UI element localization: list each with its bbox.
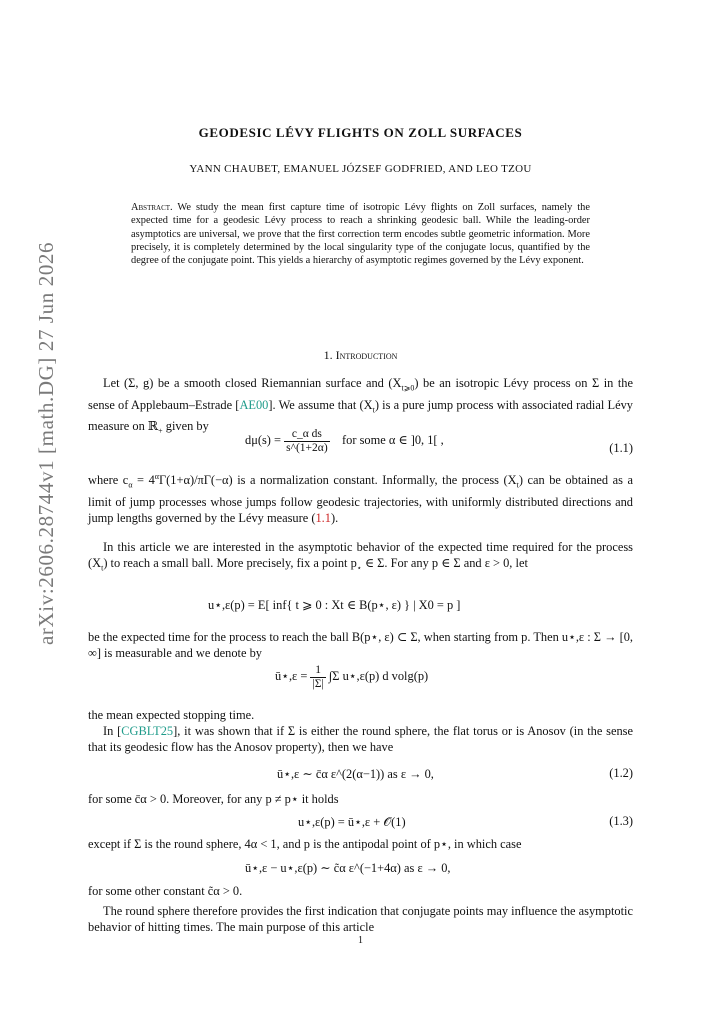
paper-title: GEODESIC LÉVY FLIGHTS ON ZOLL SURFACES [198,125,523,140]
eq-rhs: for some α ∈ ]0, 1[ , [342,432,444,447]
abstract-text: We study the mean first capture time of isotropic Lévy flights on Zoll surfaces, namely the expected time for a geodesic Lévy process to reach a shrinking geodesic ball. While the leading-order asymptotics are universal, we prove that the first correction term encodes subtle geometric information. More precisely, it is completely determined by the local singularity type of the conjugate locus, quantified by the degree of the conjugate point. This yields a hierarchy of asymptotic regimes governed by the Lévy exponent. [131,202,590,267]
abstract [131,201,590,267]
text-run: ∈ Σ. For any p ∈ Σ and ε > 0, let [361,556,528,571]
section-heading [0,348,721,363]
paragraph-8: except if Σ is the round sphere, 4α < 1, and p is the antipodal point of p⋆, in which case [88,837,522,851]
eq-numerator: 1 [310,664,325,678]
paragraph-10: The round sphere therefore provides the first indication that conjugate points may influence the asymptotic behavior of hitting times. The main purpose of this article [88,904,633,935]
equation-1-1 [245,428,444,454]
eq-fraction [284,428,330,454]
paragraph-6 [88,723,633,755]
paragraph-2: where $c_\alpha = 4^\alpha\Gamma(1+\alpha)/\pi\Gamma(-\alpha)$ is a normalization constant. Informally, the process $(X_t)$ can be obtained as a limit of jump processes whose jumps follow geodesic trajectories, with uniformly distributed directions and jump lengths governed by the Lévy measure (1.1). [88,472,633,525]
arxiv-identifier: arXiv:2606.28744v1 [math.DG] 27 Jun 2026 [34,241,58,645]
text-run: In [ [103,724,122,738]
paragraph-4: be the expected time for the process to reach the ball B(p⋆, ε) ⊂ Σ, when starting from p. Then u⋆,ε : Σ → [0, ∞] is measurable and we denote by [88,630,633,661]
abstract-label: Abstract. [131,202,173,213]
text-run: ) to reach a small ball. More precisely, fix a point p [103,556,357,571]
equation-1-3: u⋆,ε(p) = ū⋆,ε + 𝒪(1) [298,815,406,829]
paragraph-3: In this article we are interested in the asymptotic behavior of the expected time required for the process $(X_t)$ to reach a small ball. More precisely, fix a point $p_⋆$ ∈ Σ. For any p ∈ Σ and ε > 0, let [88,540,633,573]
equation-1-2: ū⋆,ε ∼ c̄α ε^(2(α−1)) as ε → 0, [277,767,434,781]
eq-denominator: |Σ| [312,677,324,690]
paragraph-1: Let (Σ, g) be a smooth closed Riemannian surface and $(X_{t⩾0})$ be an isotropic Lévy process on Σ in the sense of Applebaum–Estrade [AE00]. We assume that $(X_t)$ is a pure jump process with associated radial Lévy measure on ℝ$_+$ given by [88,376,633,436]
equation-tag-1-1: (1.1) [609,441,633,455]
eq-lhs: ū⋆,ε = [275,668,308,683]
citation-ae00[interactable]: AE00 [239,397,269,412]
text-run: ) can be obtained as a limit of jump processes whose jumps follow geodesic trajectories, with uniformly distributed directions and jump lengths governed by the Lévy measure ( [88,473,633,525]
text-run: ) be an isotropic Lévy process on Σ in the sense of Applebaum–Estrade [ [88,376,633,412]
section-number: 1. [323,348,333,362]
page-number: 1 [358,935,363,946]
text-run: given by [162,419,209,434]
paragraph-7: for some c̄α > 0. Moreover, for any p ≠ p⋆ it holds [88,792,339,806]
eq-rhs: ∫Σ u⋆,ε(p) d volg(p) [328,668,429,683]
text-run: ], it was shown that if Σ is either the round sphere, the flat torus or is Anosov (in the sense that its geodesic flow has the Anosov property), then we have [88,724,634,755]
equation-tag-1-2: (1.2) [609,766,633,780]
paragraph-5: the mean expected stopping time. [88,708,255,722]
text-run: ]. We assume that (X [268,397,373,412]
paragraph-9: for some other constant c̃α > 0. [88,884,243,898]
text-run: Γ(1+α)/πΓ(−α) is a normalization constant. Informally, the process (X [158,473,517,488]
paper-authors: YANN CHAUBET, EMANUEL JÓZSEF GODFRIED, AND LEO TZOU [189,163,532,175]
equation-ref-1-1[interactable]: 1.1 [315,511,331,525]
section-title: Introduction [335,348,398,362]
equation-expected-time: u⋆,ε(p) = E[ inf{ t ⩾ 0 : Xt ∈ B(p⋆, ε) } | X0 = p ] [208,598,461,612]
text-run: Let (Σ, g) be a smooth closed Riemannian surface and (X [103,376,402,390]
text-run: In this article we are interested in the asymptotic behavior of the expected time required for the process (X [88,540,633,571]
text-run: where c [88,473,129,488]
eq-numerator: c_α ds [284,428,330,442]
eq-fraction [310,664,325,690]
equation-mean [275,664,428,690]
equation-antipodal: ū⋆,ε − u⋆,ε(p) ∼ c̃α ε^(−1+4α) as ε → 0, [245,861,451,875]
eq-denominator: s^(1+2α) [286,441,328,454]
text-run: ) is a pure jump process with associated radial Lévy measure on ℝ [88,397,633,434]
text-run: ). [330,511,339,525]
equation-tag-1-3: (1.3) [609,814,633,828]
eq-lhs: dμ(s) = [245,432,281,447]
text-run: = 4 [132,473,155,488]
citation-cgblt25[interactable]: CGBLT25 [121,724,174,738]
